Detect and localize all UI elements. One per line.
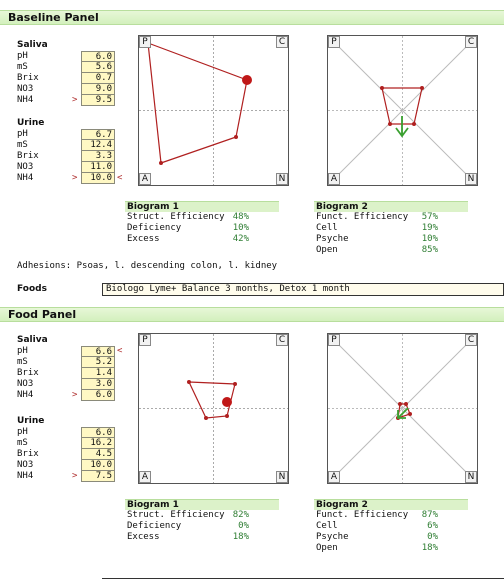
biogram-row: [314, 212, 468, 223]
param-name: NO3: [17, 379, 34, 389]
param-row-no3: [17, 379, 132, 390]
biogram-label: Open: [316, 245, 338, 255]
out-of-range-indicator: >: [72, 390, 78, 400]
param-row-nh4: [17, 471, 132, 482]
biogram-label: Cell: [316, 223, 338, 233]
baseline-biogram2-title: Biogram 2: [314, 201, 468, 212]
biogram-row: [314, 234, 468, 245]
corner-n: N: [465, 173, 477, 185]
param-row-ms: [17, 140, 132, 151]
foods-field[interactable]: Biologo Lyme+ Balance 3 months, Detox 1 month: [102, 283, 504, 296]
biogram-row: [314, 245, 468, 256]
param-name: Brix: [17, 449, 39, 459]
param-value[interactable]: 16.2: [81, 438, 115, 449]
param-value[interactable]: 6.0: [81, 390, 115, 401]
biogram-row: [314, 543, 468, 554]
corner-c: C: [465, 334, 477, 346]
corner-n: N: [465, 471, 477, 483]
biogram-value: 42%: [232, 234, 249, 244]
biogram-row: [125, 212, 279, 223]
biogram-label: Struct. Efficiency: [127, 510, 225, 520]
biogram-value: 10%: [232, 223, 249, 233]
biogram-label: Psyche: [316, 532, 349, 542]
food-saliva-label: Saliva: [17, 335, 48, 345]
param-row-nh4: [17, 95, 132, 106]
polygon-point: [412, 122, 416, 126]
param-value[interactable]: 3.0: [81, 379, 115, 390]
param-row-ph: [17, 129, 132, 140]
biogram-value: 18%: [421, 543, 438, 553]
out-of-range-indicator: <: [117, 346, 123, 356]
param-value[interactable]: 0.7: [81, 73, 115, 84]
param-value[interactable]: 1.4: [81, 368, 115, 379]
corner-a: A: [139, 173, 151, 185]
polygon-point: [225, 414, 229, 418]
param-value[interactable]: 12.4: [81, 140, 115, 151]
bottom-field-edge: [102, 578, 504, 585]
biogram-value: 18%: [232, 532, 249, 542]
biogram-label: Excess: [127, 234, 160, 244]
center-marker: [242, 75, 252, 85]
param-row-ph: [17, 346, 132, 357]
param-name: mS: [17, 140, 28, 150]
param-value[interactable]: 7.5: [81, 471, 115, 482]
biogram-row: [314, 223, 468, 234]
param-value[interactable]: 9.5: [81, 95, 115, 106]
food-urine-label: Urine: [17, 416, 45, 426]
corner-a: A: [139, 471, 151, 483]
baseline-biogram1-chart: [138, 35, 289, 186]
out-of-range-indicator: >: [72, 173, 78, 183]
polygon-point: [420, 86, 424, 90]
corner-a: A: [328, 173, 340, 185]
param-row-no3: [17, 460, 132, 471]
biogram-label: Funct. Efficiency: [316, 510, 409, 520]
param-name: Brix: [17, 151, 39, 161]
polygon-point: [404, 402, 408, 406]
param-row-ph: [17, 427, 132, 438]
param-row-brix: [17, 449, 132, 460]
param-name: pH: [17, 346, 28, 356]
baseline-biogram2-chart: [327, 35, 478, 186]
polygon-point: [233, 382, 237, 386]
biogram-label: Deficiency: [127, 521, 182, 531]
biogram-value: 6%: [427, 521, 438, 531]
biogram-row: [125, 234, 279, 245]
out-of-range-indicator: >: [72, 95, 78, 105]
corner-p: P: [139, 36, 151, 48]
biogram-value: 85%: [421, 245, 438, 255]
biogram-row: [125, 521, 279, 532]
corner-c: C: [276, 334, 288, 346]
biogram-label: Excess: [127, 532, 160, 542]
param-row-ms: [17, 438, 132, 449]
polygon-point: [159, 161, 163, 165]
biogram1-polygon: [148, 43, 247, 163]
param-value[interactable]: 6.6: [81, 346, 115, 357]
adhesions-text: Adhesions: Psoas, l. descending colon, l. kidney: [17, 261, 278, 271]
biogram-value: 87%: [421, 510, 438, 520]
food-panel-header: Food Panel: [0, 307, 504, 322]
param-row-ph: [17, 51, 132, 62]
param-value[interactable]: 10.0: [81, 173, 115, 184]
biogram-row: [314, 532, 468, 543]
param-value[interactable]: 9.0: [81, 84, 115, 95]
polygon-point: [398, 402, 402, 406]
food-biogram1-chart: [138, 333, 289, 484]
param-value[interactable]: 6.0: [81, 51, 115, 62]
param-name: mS: [17, 438, 28, 448]
param-row-brix: [17, 368, 132, 379]
center-marker: [222, 397, 232, 407]
param-row-brix: [17, 73, 132, 84]
biogram-value: 82%: [232, 510, 249, 520]
param-name: NH4: [17, 390, 34, 400]
biogram-row: [125, 223, 279, 234]
polygon-point: [388, 122, 392, 126]
corner-p: P: [328, 36, 340, 48]
corner-c: C: [276, 36, 288, 48]
biogram-value: 57%: [421, 212, 438, 222]
param-name: NO3: [17, 162, 34, 172]
corner-p: P: [328, 334, 340, 346]
foods-label: Foods: [17, 284, 47, 294]
param-row-nh4: [17, 390, 132, 401]
food-biogram2-chart: [327, 333, 478, 484]
param-name: NH4: [17, 173, 34, 183]
param-name: NH4: [17, 471, 34, 481]
biogram-value: 48%: [232, 212, 249, 222]
param-row-nh4: [17, 173, 132, 184]
biogram-value: 10%: [421, 234, 438, 244]
param-value[interactable]: 4.5: [81, 449, 115, 460]
biogram-label: Open: [316, 543, 338, 553]
corner-a: A: [328, 471, 340, 483]
baseline-panel-header: Baseline Panel: [0, 10, 504, 25]
param-value[interactable]: 6.7: [81, 129, 115, 140]
corner-p: P: [139, 334, 151, 346]
out-of-range-indicator: <: [117, 173, 123, 183]
food-biogram2-title: Biogram 2: [314, 499, 468, 510]
param-row-no3: [17, 84, 132, 95]
param-value[interactable]: 10.0: [81, 460, 115, 471]
polygon-point: [408, 412, 412, 416]
param-row-no3: [17, 162, 132, 173]
param-value[interactable]: 6.0: [81, 427, 115, 438]
out-of-range-indicator: >: [72, 471, 78, 481]
polygon-point: [204, 416, 208, 420]
param-row-ms: [17, 62, 132, 73]
param-name: NO3: [17, 460, 34, 470]
param-value[interactable]: 5.2: [81, 357, 115, 368]
param-name: mS: [17, 357, 28, 367]
biogram-value: 0%: [238, 521, 249, 531]
biogram-value: 19%: [421, 223, 438, 233]
param-name: Brix: [17, 368, 39, 378]
param-row-ms: [17, 357, 132, 368]
biogram-label: Struct. Efficiency: [127, 212, 225, 222]
param-row-brix: [17, 151, 132, 162]
biogram-row: [125, 510, 279, 521]
baseline-urine-label: Urine: [17, 118, 45, 128]
param-value[interactable]: 5.6: [81, 62, 115, 73]
baseline-saliva-label: Saliva: [17, 40, 48, 50]
biogram-label: Deficiency: [127, 223, 182, 233]
biogram-label: Funct. Efficiency: [316, 212, 409, 222]
param-name: mS: [17, 62, 28, 72]
param-name: pH: [17, 51, 28, 61]
corner-c: C: [465, 36, 477, 48]
biogram-value: 0%: [427, 532, 438, 542]
polygon-point: [187, 380, 191, 384]
param-name: NO3: [17, 84, 34, 94]
corner-n: N: [276, 173, 288, 185]
biogram-row: [314, 510, 468, 521]
vector-arrow: [396, 116, 408, 136]
biogram-row: [125, 532, 279, 543]
biogram-row: [314, 521, 468, 532]
corner-n: N: [276, 471, 288, 483]
polygon-point: [380, 86, 384, 90]
baseline-biogram1-title: Biogram 1: [125, 201, 279, 212]
param-value[interactable]: 11.0: [81, 162, 115, 173]
param-name: pH: [17, 129, 28, 139]
param-name: pH: [17, 427, 28, 437]
biogram-label: Cell: [316, 521, 338, 531]
param-name: Brix: [17, 73, 39, 83]
food-biogram1-title: Biogram 1: [125, 499, 279, 510]
biogram-label: Psyche: [316, 234, 349, 244]
param-value[interactable]: 3.3: [81, 151, 115, 162]
polygon-point: [234, 135, 238, 139]
param-name: NH4: [17, 95, 34, 105]
